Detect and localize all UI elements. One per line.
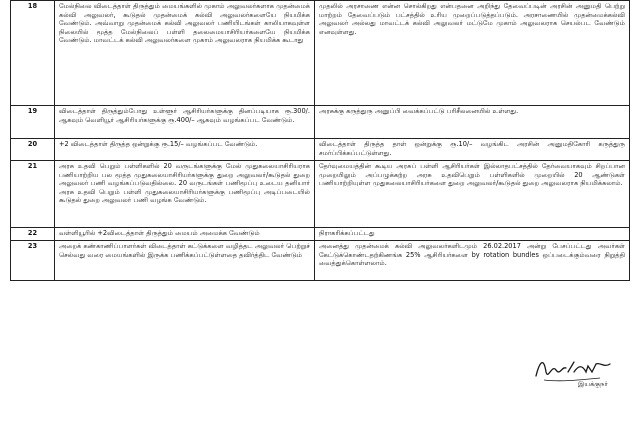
- table-row: [11, 1, 630, 106]
- demands-table: [10, 0, 630, 281]
- proposal-cell: மேல்நிலை விடைத்தாள் திருத்தும் மையங்களில் முகாம் அலுவலர்களாக முதன்மைக் கல்வி அலுவலர், கூடுதல் முதன்மைக் கல்வி அலுவலர்களையே நியமிக்க வேண்டும். அவ்வாறு முதன்மைக் கல்வி அலுவலர் பணியிடங்கள் காலியாகவுள்ள நிலையில் மூத்த மேல்நிலைப் பள்ளி தலைமையாசிரியர்களையே நியமிக்க வேண்டும். மாவட்டக் கல்வி அலுவலர்களை முகாம் அலுவலராக நியமிக்க கூடாது: [55, 1, 315, 106]
- proposal-cell: அறைக் கண்காணிப்பாளர்கள் விடைத்தாள் கட்டுக்களை வழித்தட அலுவலர் பெற்றுச் செல்வது வரை மையங்களில் இருக்க பணிக்கப்பட்டுள்ளதை தவிர்த்திட வேண்டும்: [55, 241, 315, 281]
- proposal-cell: +2 விடைத்தாள் திருத்த ஒன்றுக்கு ரூ.15/– வழங்கப்பட வேண்டும்.: [55, 139, 315, 161]
- row-number: 20: [11, 139, 55, 161]
- signature-caption: இயக்குநர்: [578, 380, 608, 388]
- row-number: 19: [11, 106, 55, 139]
- proposal-cell: வள்ளியூரில் +2விடைத்தாள் திருத்தும் மையம் அமைக்க வேண்டும்: [55, 228, 315, 241]
- reply-cell: தேர்வுமையத்தின் கூடிய அரசுப் பள்ளி ஆசிரியர்கள் இல்லாதபட்சத்தில் தேர்வையாகவும் சிறப்பான முறையிலும் அப்பழுக்கற்ற அரசு உதவிபெறும் பள்ளிகளில் முறையில் 20 ஆண்டுகள் பணியாற்றியுள்ள முதுகலையாசிரியர்களை துறை அலுவலர்/கூடுதல் துறை அலுவலராக நியமிக்கலாம்.: [315, 161, 630, 228]
- proposal-cell: அரசு உதவி பெறும் பள்ளிகளில் 20 வருடங்களுக்கு மேல் முதுகலையாசிரியராக பணியாற்றிய பல மூத்த முதுகலையாசிரியர்களுக்கு துறை அலுவலர்/கூடுதல் துறை அலுவலர் பணி வழங்கப்படுவதில்லை. 20 வருடங்கள் பணிமூப்பு உடைய தனியார் அரசு உதவி பெறும் பள்ளி முதுகலையாசிரியர்களுக்கு பணிமூப்பு அடிப்படையில் கூடுதல் துறை அலுவலர் பணி வழங்க வேண்டும்.: [55, 161, 315, 228]
- reply-cell: அனைத்து முதன்மைக் கல்வி அலுவலர்களிடமும் 26.02.2017 அன்று பேசப்பட்டது அவர்கள் கேட்டுக்கொண்டதற்கிணங்க 25% ஆசிரியர்களை by rotation bundles ஒப்படைக்கும்வரை நிறுத்தி வைத்துக்கொள்ளலாம்.: [315, 241, 630, 281]
- proposal-cell: விடைத்தாள் திருத்தும்போது உள்ளூர் ஆசிரியர்களுக்கு தினப்படியாக ரூ.300/. ஆகவும் வெளியூர் ஆசிரியர்களுக்கு ரூ.400/– ஆகவும் வழங்கப்பட வேண்டும்.: [55, 106, 315, 139]
- table-row: [11, 106, 630, 139]
- table-row: [11, 241, 630, 281]
- reply-cell: அரசுக்கு கருத்துரு அனுப்பி வைக்கப்பட்டு பரிசீலனையில் உள்ளது.: [315, 106, 630, 139]
- row-number: 23: [11, 241, 55, 281]
- reply-cell: விடைத்தாள் திருத்த தாள் ஒன்றுக்கு ரூ.10/– வழங்கிட அரசின் அனுமதிகோரி கருத்துரு சமர்ப்பிக்கப்பட்டுள்ளது.: [315, 139, 630, 161]
- reply-cell: நிராகரிக்கப்பட்டது: [315, 228, 630, 241]
- table-row: [11, 139, 630, 161]
- row-number: 22: [11, 228, 55, 241]
- table-row: [11, 228, 630, 241]
- reply-cell: முதலில் அரசாணை என்ன சொல்கிறது என்பதனை அறிந்து தேவைப்படின் அரசின் அனுமதி பெற்று மாற்றம் தேவைப்படும் பட்சத்தில் உரிய முறைப்படுத்தப்படும். அரசாணையில் முதன்மைக்கல்வி அலுவலர் அல்லது மாவட்டக் கல்வி அலுவலர் மட்டுமே முகாம் அலுவலராக செயல்பட வேண்டும் எனவுள்ளது.: [315, 1, 630, 106]
- row-number: 18: [11, 1, 55, 106]
- document-page: [10, 0, 640, 436]
- table-row: [11, 161, 630, 228]
- row-number: 21: [11, 161, 55, 228]
